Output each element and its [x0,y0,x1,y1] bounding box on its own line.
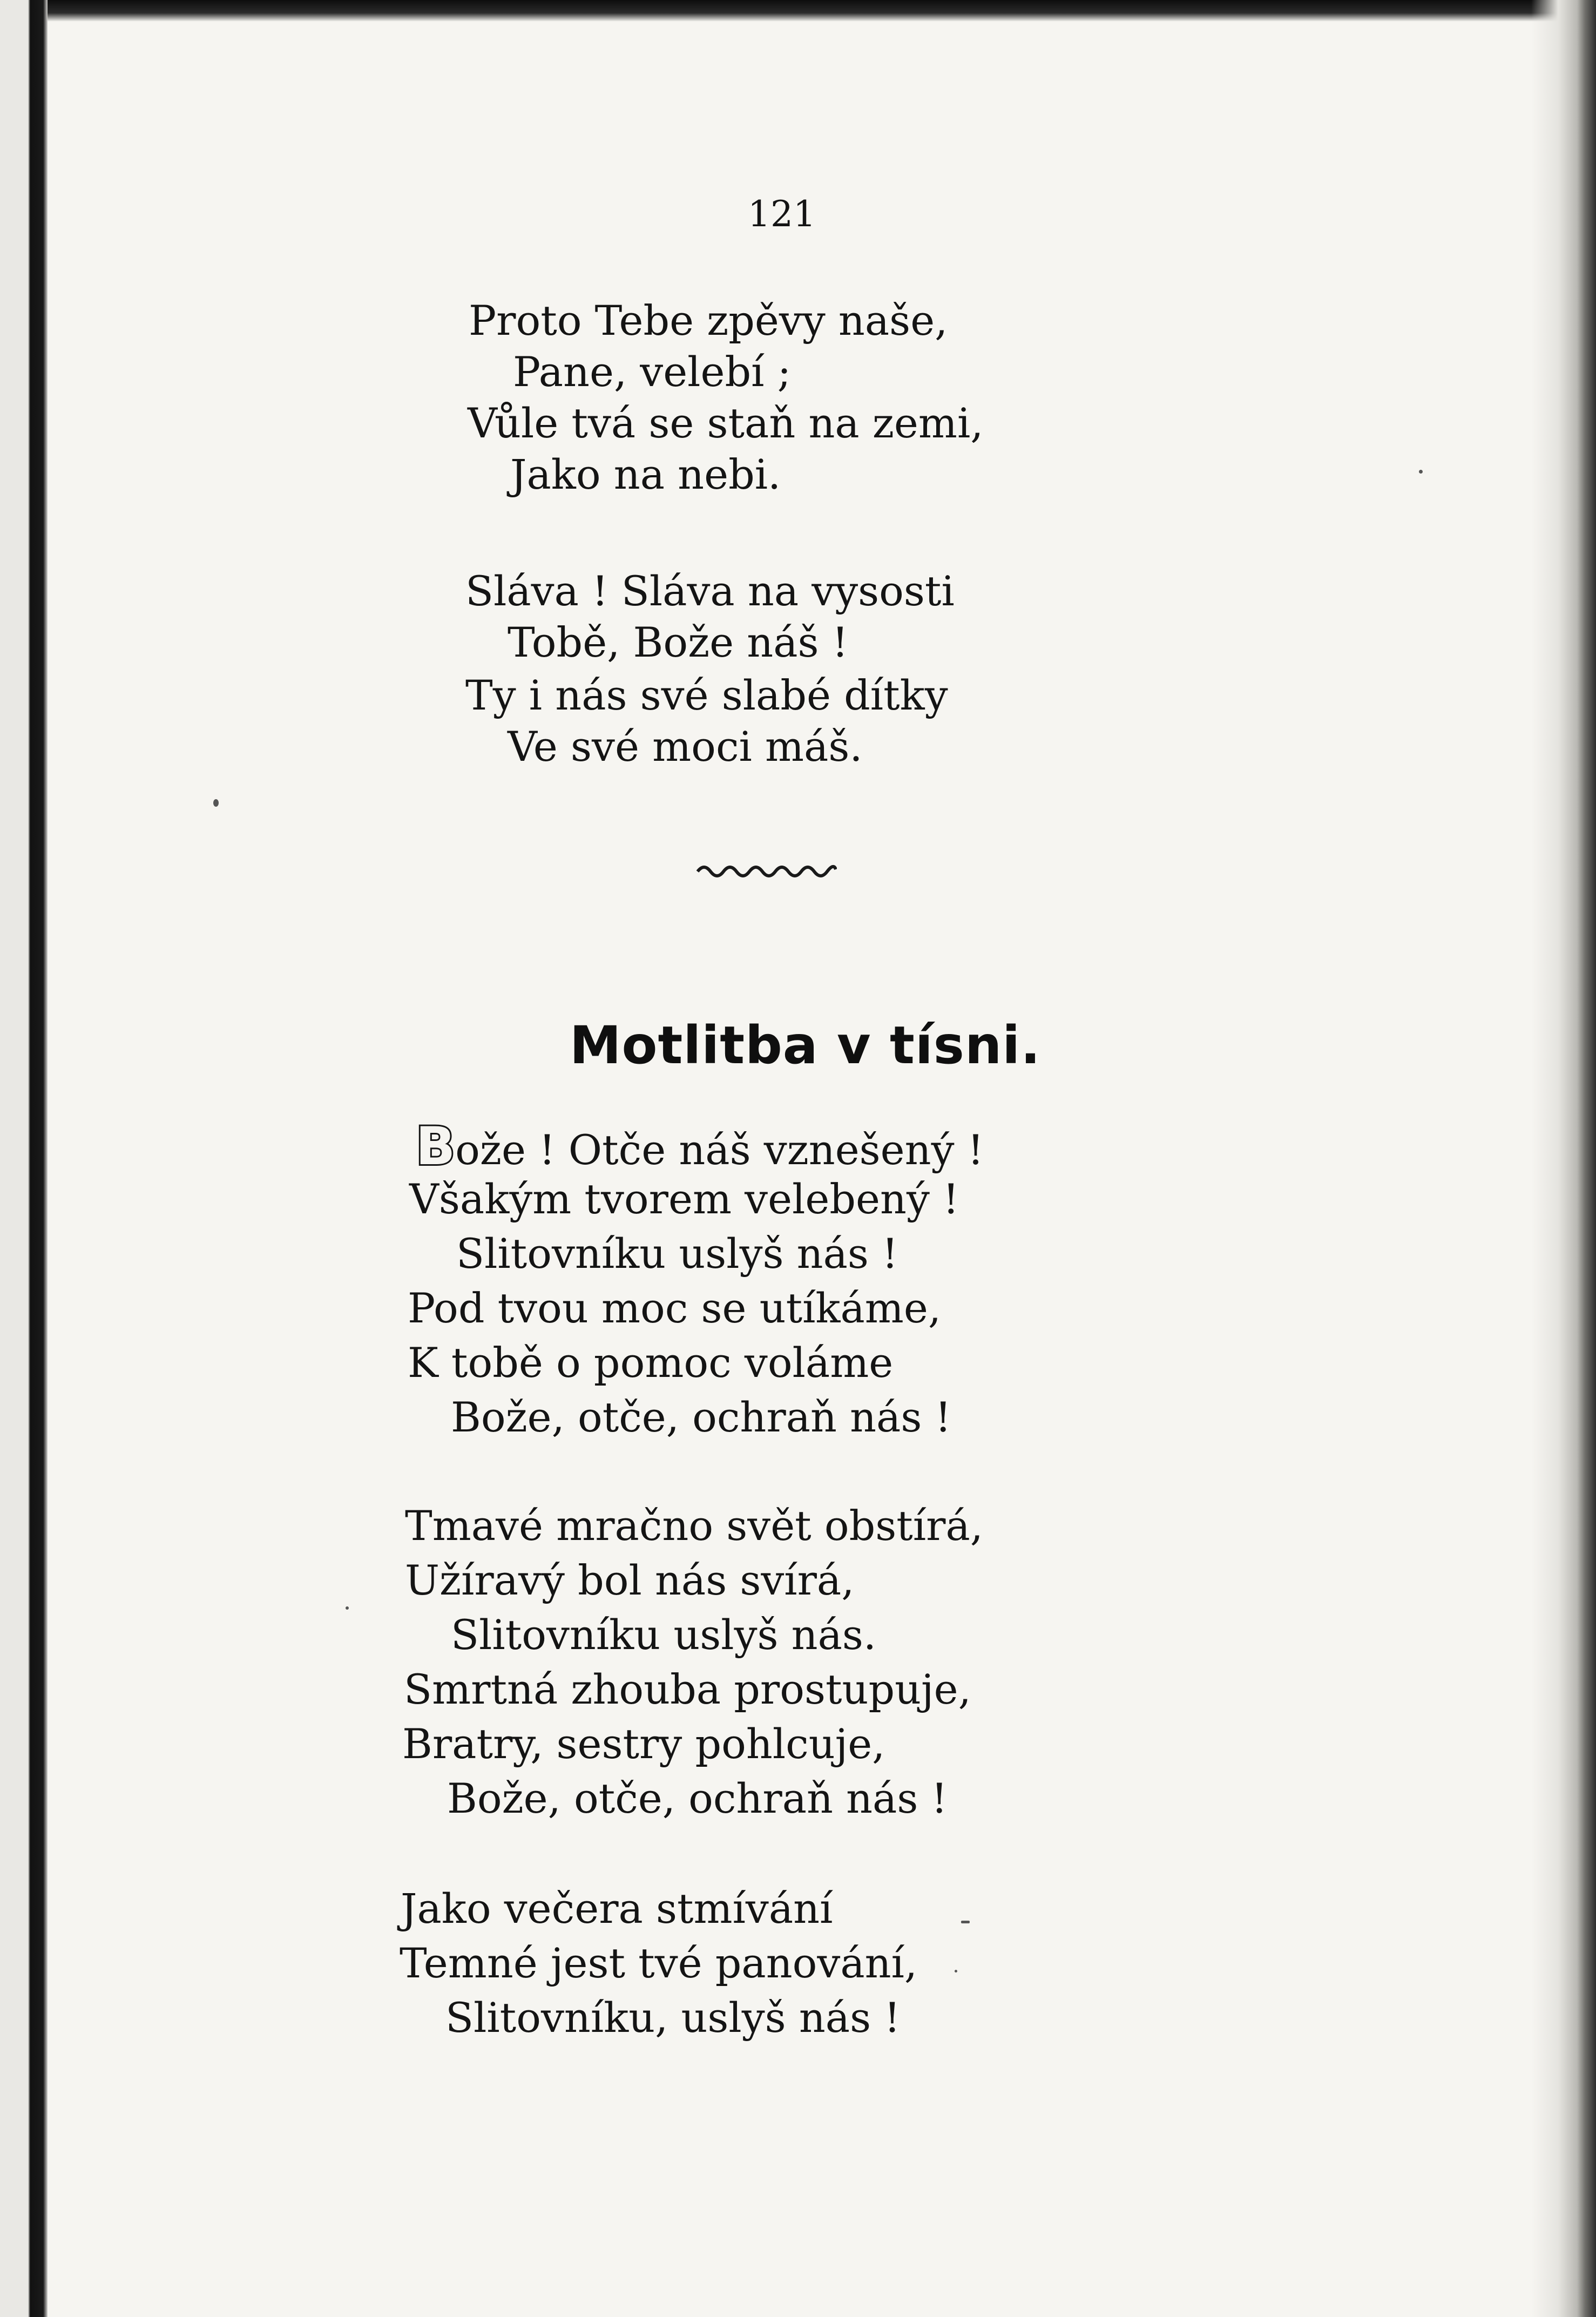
scan-left-edge [0,0,48,2317]
verse-line: Užíravý bol nás svírá, [405,1556,855,1604]
verse-line: Temné jest tvé panování, [400,1939,918,1987]
scan-speckle [346,1606,349,1610]
verse-line: Vůle tvá se staň na zemi, [468,399,984,447]
verse-line: Všakým tvorem velebený ! [409,1175,959,1223]
verse-line-first [416,1116,984,1177]
verse-line-first-text: ože ! Otče náš vznešený ! [455,1126,984,1174]
wavy-line-ornament-icon [696,860,837,881]
scan-speckle [1419,470,1423,474]
verse-line: Slitovníku uslyš nás. [451,1611,877,1659]
page-number: 121 [748,193,816,235]
scan-top-edge [0,0,1596,22]
verse-line: Sláva ! Sláva na vysosti [465,567,955,615]
verse-line: Tmavé mračno svět obstírá, [405,1502,983,1550]
drop-cap: B [416,1116,456,1177]
verse-line: Ty i nás své slabé dítky [465,671,948,719]
verse-line: Jako na nebi. [510,450,781,498]
scan-speckle [213,799,219,807]
verse-line: Pod tvou moc se utíkáme, [408,1284,941,1332]
verse-line: Slitovníku, uslyš nás ! [445,1994,901,2042]
verse-line: Pane, velebí ; [513,348,792,396]
poem-title: Motlitba v tísni. [570,1015,1041,1076]
verse-line: Proto Tebe zpěvy naše, [469,296,948,344]
verse-line: Bože, otče, ochraň nás ! [447,1774,948,1822]
verse-line: Slitovníku uslyš nás ! [456,1230,898,1278]
verse-line: Bože, otče, ochraň nás ! [451,1393,952,1441]
scan-speckle [955,1970,957,1973]
verse-line: K tobě o pomoc voláme [408,1339,894,1387]
verse-line: Smrtná zhouba prostupuje, [404,1665,971,1713]
verse-line: Bratry, sestry pohlcuje, [402,1720,885,1768]
verse-line: Tobě, Bože náš ! [508,618,849,666]
verse-line: Ve své moci máš. [508,722,863,771]
scan-right-edge [1531,0,1596,2317]
verse-line: Jako večera stmívání [401,1884,833,1933]
scan-speckle [961,1921,970,1923]
